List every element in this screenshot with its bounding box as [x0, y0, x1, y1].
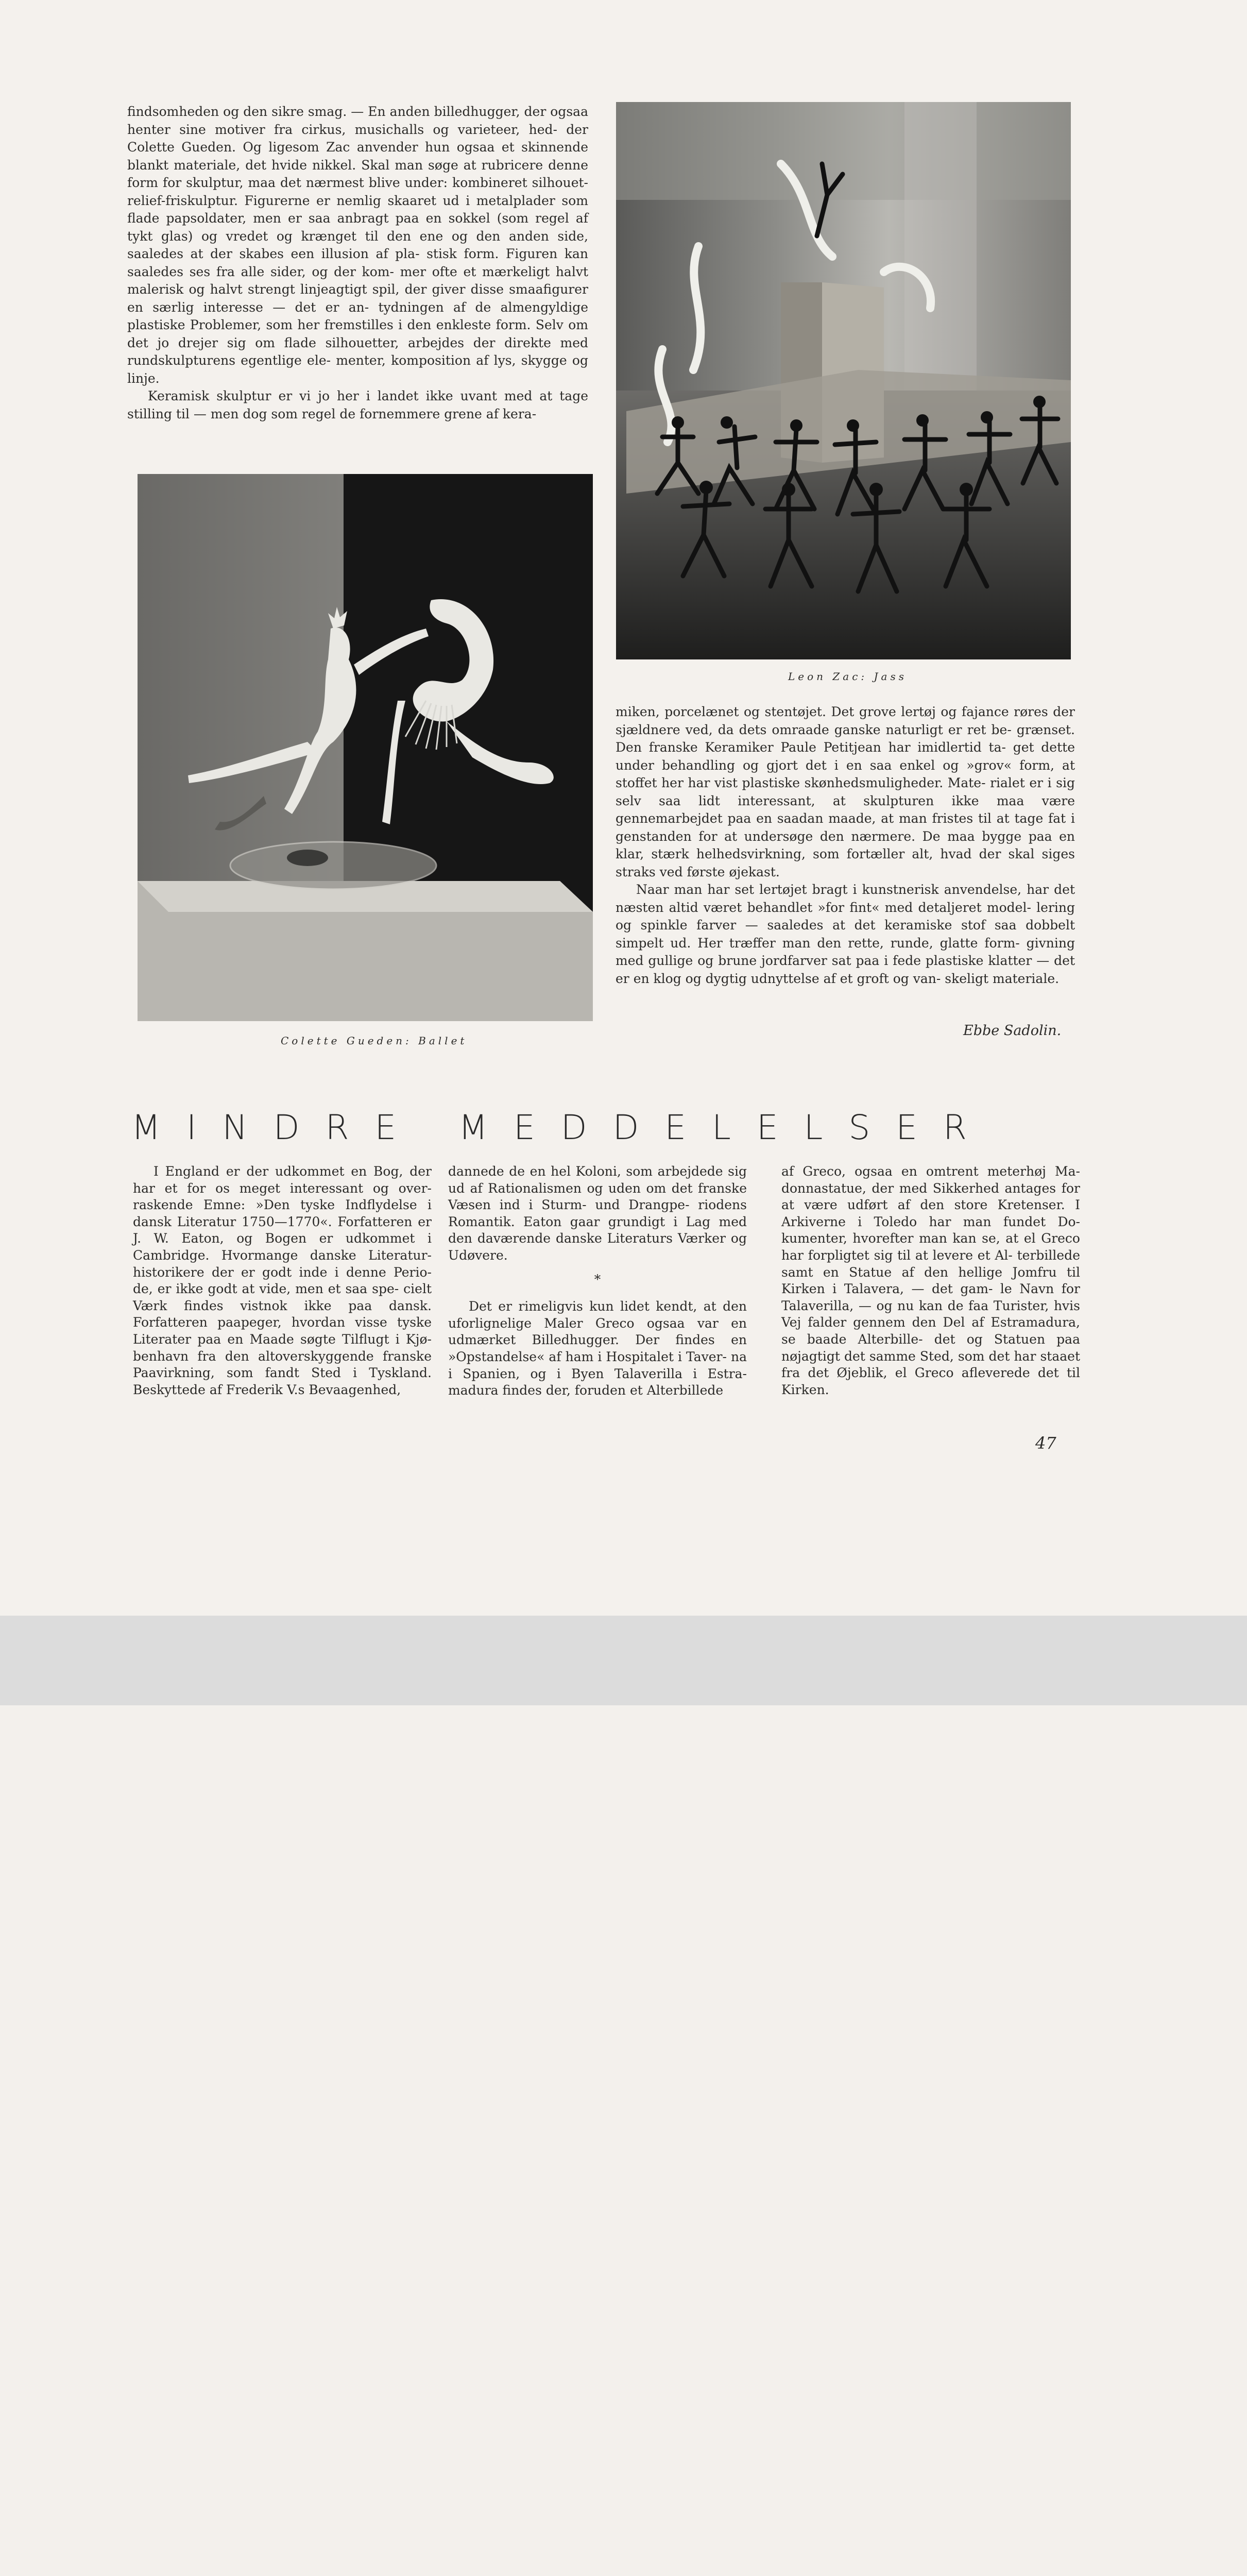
intro-text-column — [127, 103, 588, 423]
footer-bar — [0, 1616, 1247, 1705]
photo-colette-gueden-ballet — [138, 474, 593, 1021]
right-paragraph-1: miken, porcelænet og stentøjet. Det grove lertøj og fajance røres der sjældnere ved, da dets omraade ganske naturligt er ret be- grænset. Den franske Keramiker Paule Petitjean har imidlertid ta- get dette under behandling og gjort det i en saa enkel og »grov« form, at stoffet her har vist plastiske skønhedsmuligheder. Mate- rialet er i sig selv saa lidt interessant, at skulpturen ikke maa være gennemarbejdet paa en saadan maade, at man fristes til at tage fat i genstanden for at undersøge den nærmere. De maa bygge paa en klar, stærk helhedsvirkning, som fortæller alt, hvad der skal siges straks ved første øjekast. — [616, 704, 1075, 879]
news-col2-paragraph-1: dannede de en hel Koloni, som arbejdede sig ud af Rationalismen og uden om det franske Væsen ind i Sturm- und Drangpe- riodens Romantik. Eaton gaar grundigt i Lag med den daværende danske Literaturs Værker og Udøvere. — [448, 1164, 747, 1263]
intro-paragraph-1: findsomheden og den sikre smag. — En anden billedhugger, der ogsaa henter sine motiver fra cirkus, musichalls og varieteer, hed- der Colette Gueden. Og ligesom Zac anvender hun ogsaa et skinnende blankt materiale, det hvide nikkel. Skal man søge at rubricere denne form for skulptur, maa det nærmest blive under: kombineret silhouet-relief-friskulptur. Figurerne er nemlig skaaret ud i metalplader som flade papsoldater, men er saa anbragt paa en sokkel (som regel af tykt glas) og vredet og krænget til den ene og den anden side, saaledes at der skabes een illusion af pla- stisk form. Figuren kan saaledes ses fra alle sider, og der kom- mer ofte et mærkeligt halvt malerisk og halvt strengt linjeagtigt spil, der giver disse smaafigurer en særlig interesse — det er an- tydningen af de almengyldige plastiske Problemer, som her fremstilles i den enkleste form. Selv om det jo drejer sig om flade silhouetter, arbejdes der direkte med rundskulpturens egentlige ele- menter, komposition af lys, skygge og linje. — [127, 104, 588, 386]
right-paragraph-2: Naar man har set lertøjet bragt i kunstnerisk anvendelse, har det næsten altid været behandlet »for fint« med detaljeret model- lering og spinkle farver — saaledes at det keramiske stof saa dobbelt simpelt ud. Her træffer man den rette, runde, glatte form- givning med gullige og brune jordfarver sat paa i fede plastiske klatter — det er en klog og dygtig udnyttelse af et groft og van- skeligt materiale. — [616, 882, 1075, 986]
news-column-2 — [448, 1163, 747, 1399]
news-column-1 — [133, 1163, 432, 1398]
news-col3-paragraph: af Greco, ogsaa en omtrent meterhøj Ma- donnastatue, der med Sikkerhed antages for at være udført af den store Kretenser. I Arkiverne i Toledo har man fundet Do- kumenter, hvorefter man kan se, at el Greco har forpligtet sig til at levere et Al- terbillede samt en Statue af den hellige Jomfru til Kirken i Talavera, — det gam- le Navn for Talaverilla, — og nu kan de faa Turister, hvis Vej falder gennem den Del af Estramadura, se baade Alterbille- det og Statuen paa nøjagtigt det samme Sted, som det har staaet fra det Øjeblik, el Greco afleverede det til Kirken. — [781, 1164, 1080, 1397]
right-text-column — [616, 703, 1075, 988]
news-column-3 — [781, 1163, 1080, 1398]
caption-jass: Leon Zac: Jass — [788, 670, 907, 683]
author-signature: Ebbe Sadolin. — [963, 1023, 1062, 1039]
section-heading: MINDRE MEDDELELSER — [131, 1108, 993, 1147]
intro-paragraph-2: Keramisk skulptur er vi jo her i landet ikke uvant med at tage stilling til — men dog som regel de fornemmere grene af kera- — [127, 388, 588, 421]
news-separator: * — [594, 1272, 601, 1287]
photo-leon-zac-jass — [616, 102, 1071, 659]
caption-ballet: Colette Gueden: Ballet — [281, 1035, 468, 1047]
news-col2-paragraph-2: Det er rimeligvis kun lidet kendt, at den uforlignelige Maler Greco ogsaa var en udmærket Billedhugger. Der findes en »Opstandelse« af ham i Hospitalet i Taver- na i Spanien, og i Byen Talaverilla i Estra- madura findes der, foruden et Alterbillede — [448, 1299, 747, 1398]
page-number: 47 — [1035, 1433, 1056, 1453]
news-col1-paragraph: I England er der udkommet en Bog, der har et for os meget interessant og over- raskende Emne: »Den tyske Indflydelse i dansk Literatur 1750—1770«. Forfatteren er J. W. Eaton, og Bogen er udkommet i Cambridge. Hvormange danske Literatur- historikere der er godt inde i denne Perio- de, er ikke godt at vide, men et saa spe- cielt Værk findes vistnok ikke paa dansk. Forfatteren paapeger, hvordan visse tyske Literater paa en Maade søgte Tilflugt i Kjø- benhavn fra den altoverskyggende franske Paavirkning, som fandt Sted i Tyskland. Beskyttede af Frederik V.s Bevaagenhed, — [133, 1164, 432, 1397]
